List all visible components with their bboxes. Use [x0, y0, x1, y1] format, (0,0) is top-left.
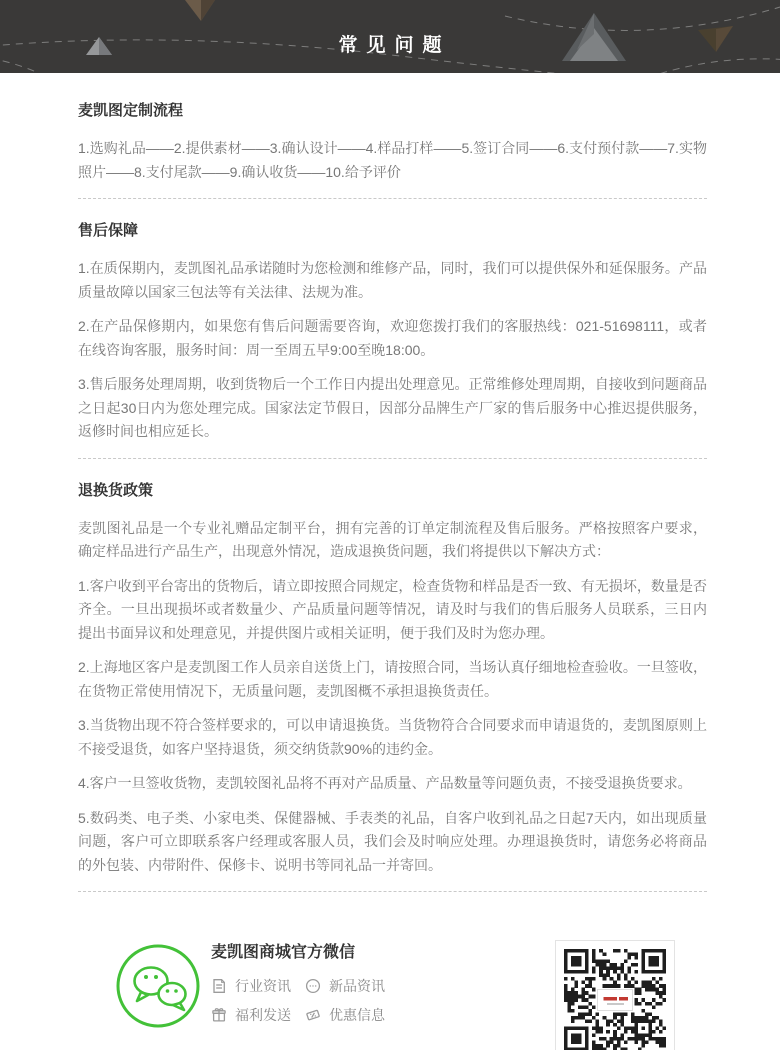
after-sales-item: 1.在质保期内，麦凯图礼品承诺随时为您检测和维修产品，同时，我们可以提供保外和延保服务。产品质量故障以国家三包法等有关法律、法规为准。 [78, 260, 707, 300]
new-badge-icon [305, 978, 321, 994]
wechat-info [211, 940, 385, 1024]
return-policy-item: 1.客户收到平台寄出的货物后，请立即按照合同规定，检查货物和样品是否一致、有无损坏，数量是否齐全。一旦出现损坏或者数量少、产品质量问题等情况，请及时与我们的售后服务人员联系，三日内提出书面异议和处理意见，并提供图片或相关证明，便于我们及时为您办理。 [78, 577, 707, 641]
process-steps: 1.选购礼品——2.提供素材——3.确认设计——4.样品打样——5.签订合同——6.支付预付款——7.实物照片——8.支付尾款——9.确认收货——10.给予评价 [78, 140, 707, 180]
qr-code [555, 940, 675, 1050]
gift-icon [211, 1007, 227, 1023]
wechat-account-title: 麦凯图商城官方微信 [211, 944, 356, 961]
page-title: 常见问题 [338, 35, 451, 56]
section-after-sales [78, 221, 707, 444]
wechat-feature-grid [211, 977, 385, 1024]
return-policy-item: 4.客户一旦签收货物，麦凯较图礼品将不再对产品质量、产品数量等问题负责，不接受退换货要求。 [78, 775, 692, 791]
wechat-feature-label: 优惠信息 [329, 1007, 385, 1023]
wechat-feature-label: 福利发送 [235, 1007, 291, 1023]
dashed-arc [0, 58, 70, 73]
return-policy-intro: 麦凯图礼品是一个专业礼赠品定制平台，拥有完善的订单定制流程及售后服务。严格按照客户要求，确定样品进行产品生产，出现意外情况，造成退换货问题，我们将提供以下解决方式： [78, 519, 707, 559]
wechat-feature-industry [211, 977, 305, 995]
section-heading: 售后保障 [78, 222, 139, 239]
faq-content [0, 73, 780, 892]
news-icon [211, 978, 227, 994]
section-heading: 退换货政策 [78, 481, 154, 499]
dashed-divider [78, 891, 707, 892]
dashed-arc [600, 59, 780, 73]
return-policy-item: 3.当货物出现不符合签样要求的，可以申请退换货。当货物符合合同要求而申请退货的，麦凯图原则上不接受退货，如客户坚持退货，须交纳货款90%的违约金。 [78, 717, 707, 757]
wechat-feature-benefits [211, 1006, 305, 1024]
qr-code-image [564, 949, 666, 1050]
return-policy-item: 5.数码类、电子类、小家电类、保健器械、手表类的礼品，自客户收到礼品之日起7天内，如出现质量问题，客户可立即联系客户经理或客服人员，我们会及时响应处理。办理退换货时，请您务必将商品的外包装、内带附件、保修卡、说明书等同礼品一并寄回。 [78, 809, 707, 873]
wechat-icon [115, 943, 201, 1029]
after-sales-item: 2.在产品保修期内，如果您有售后问题需要咨询，欢迎您拨打我们的客服热线：021-51698111，或者在线咨询客服，服务时间：周一至周五早9:00至晚18:00。 [78, 318, 707, 358]
wechat-feature-label: 新品资讯 [329, 978, 385, 994]
after-sales-item: 3.售后服务处理周期，收到货物后一个工作日内提出处理意见。正常维修处理周期，自接收到问题商品之日起30日内为您处理完成。国家法定节假日，因部分品牌生产厂家的售后服务中心推迟提供服务，返修时间也相应延长。 [78, 376, 707, 439]
triangle-decoration [201, 0, 215, 21]
section-heading: 麦凯图定制流程 [78, 102, 184, 119]
faq-banner [0, 0, 780, 73]
dashed-divider [78, 198, 707, 199]
section-return-policy [78, 481, 707, 878]
wechat-feature-discounts [305, 1006, 385, 1024]
wechat-feature-label: 行业资讯 [235, 978, 291, 994]
wechat-feature-new-products [305, 977, 385, 995]
dashed-arc [505, 4, 780, 30]
dashed-divider [78, 458, 707, 459]
return-policy-item: 2.上海地区客户是麦凯图工作人员亲自送货上门，请按照合同，当场认真仔细地检查验收。一旦签收，在货物正常使用情况下，无质量问题，麦凯图概不承担退换货责任。 [78, 659, 707, 699]
section-custom-process [78, 101, 707, 184]
coupon-icon [305, 1007, 321, 1023]
wechat-footer [0, 914, 780, 1050]
